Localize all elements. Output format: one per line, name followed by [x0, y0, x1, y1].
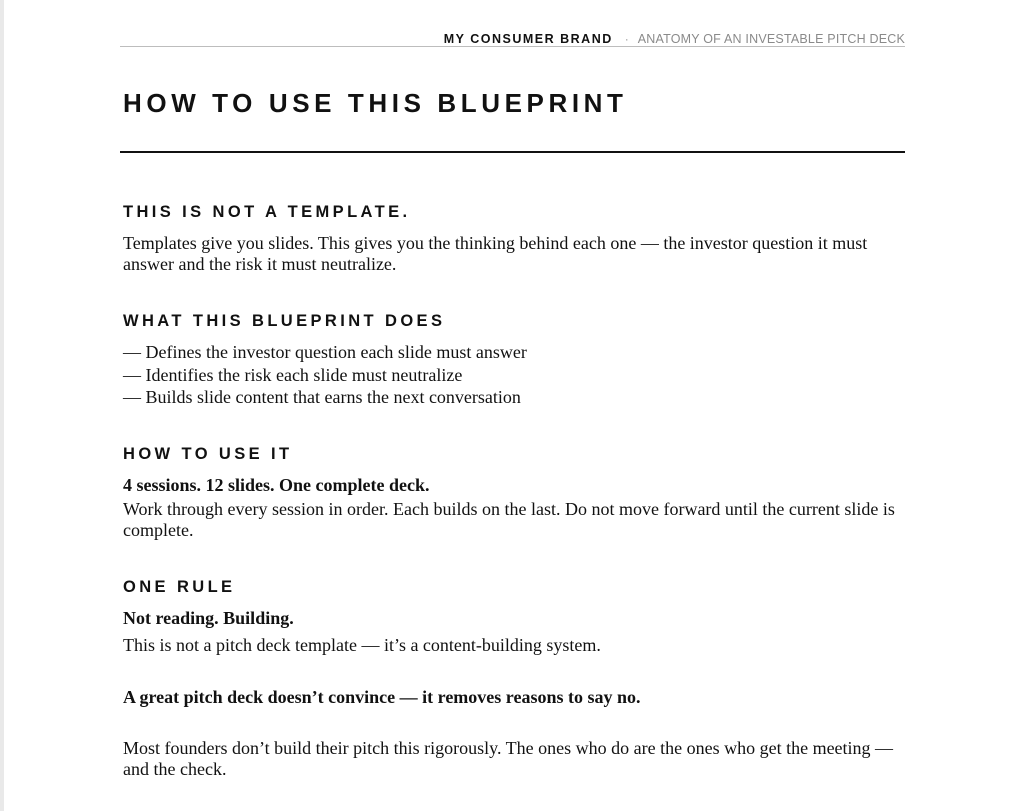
- section-lead-one-rule: Not reading. Building.: [123, 608, 294, 628]
- section-body-not-template: Templates give you slides. This gives you the thinking behind each one — the investor question it must answer and the risk it must neutralize.: [123, 233, 868, 274]
- section-lead-how-to-use: 4 sessions. 12 slides. One complete deck.: [123, 475, 430, 495]
- header-divider: [120, 46, 905, 47]
- page-title: HOW TO USE THIS BLUEPRINT: [123, 88, 628, 118]
- section-body-how-to-use: Work through every session in order. Each builds on the last. Do not move forward until the current slide is complete.: [123, 499, 895, 540]
- section-heading-what-it-does: WHAT THIS BLUEPRINT DOES: [123, 312, 446, 330]
- bullet-list: [123, 341, 527, 409]
- section-heading-how-to-use: HOW TO USE IT: [123, 445, 293, 463]
- closing-paragraph: Most founders don’t build their pitch this rigorously. The ones who do are the ones who get the meeting — and the check.: [123, 738, 894, 779]
- title-divider: [120, 151, 905, 153]
- document-title: ANATOMY OF AN INVESTABLE PITCH DECK: [637, 32, 905, 46]
- pull-quote: A great pitch deck doesn’t convince — it removes reasons to say no.: [123, 687, 641, 707]
- list-item: — Identifies the risk each slide must neutralize: [123, 364, 463, 385]
- section-heading-not-template: THIS IS NOT A TEMPLATE.: [123, 203, 411, 221]
- list-item: — Defines the investor question each slide must answer: [123, 342, 527, 362]
- header-separator: ·: [624, 32, 629, 46]
- document-page: [4, 0, 1021, 811]
- brand-name: MY CONSUMER BRAND: [443, 32, 613, 46]
- list-item: — Builds slide content that earns the next conversation: [123, 387, 521, 407]
- section-heading-one-rule: ONE RULE: [123, 578, 236, 596]
- section-body-one-rule: This is not a pitch deck template — it’s a content-building system.: [123, 635, 601, 655]
